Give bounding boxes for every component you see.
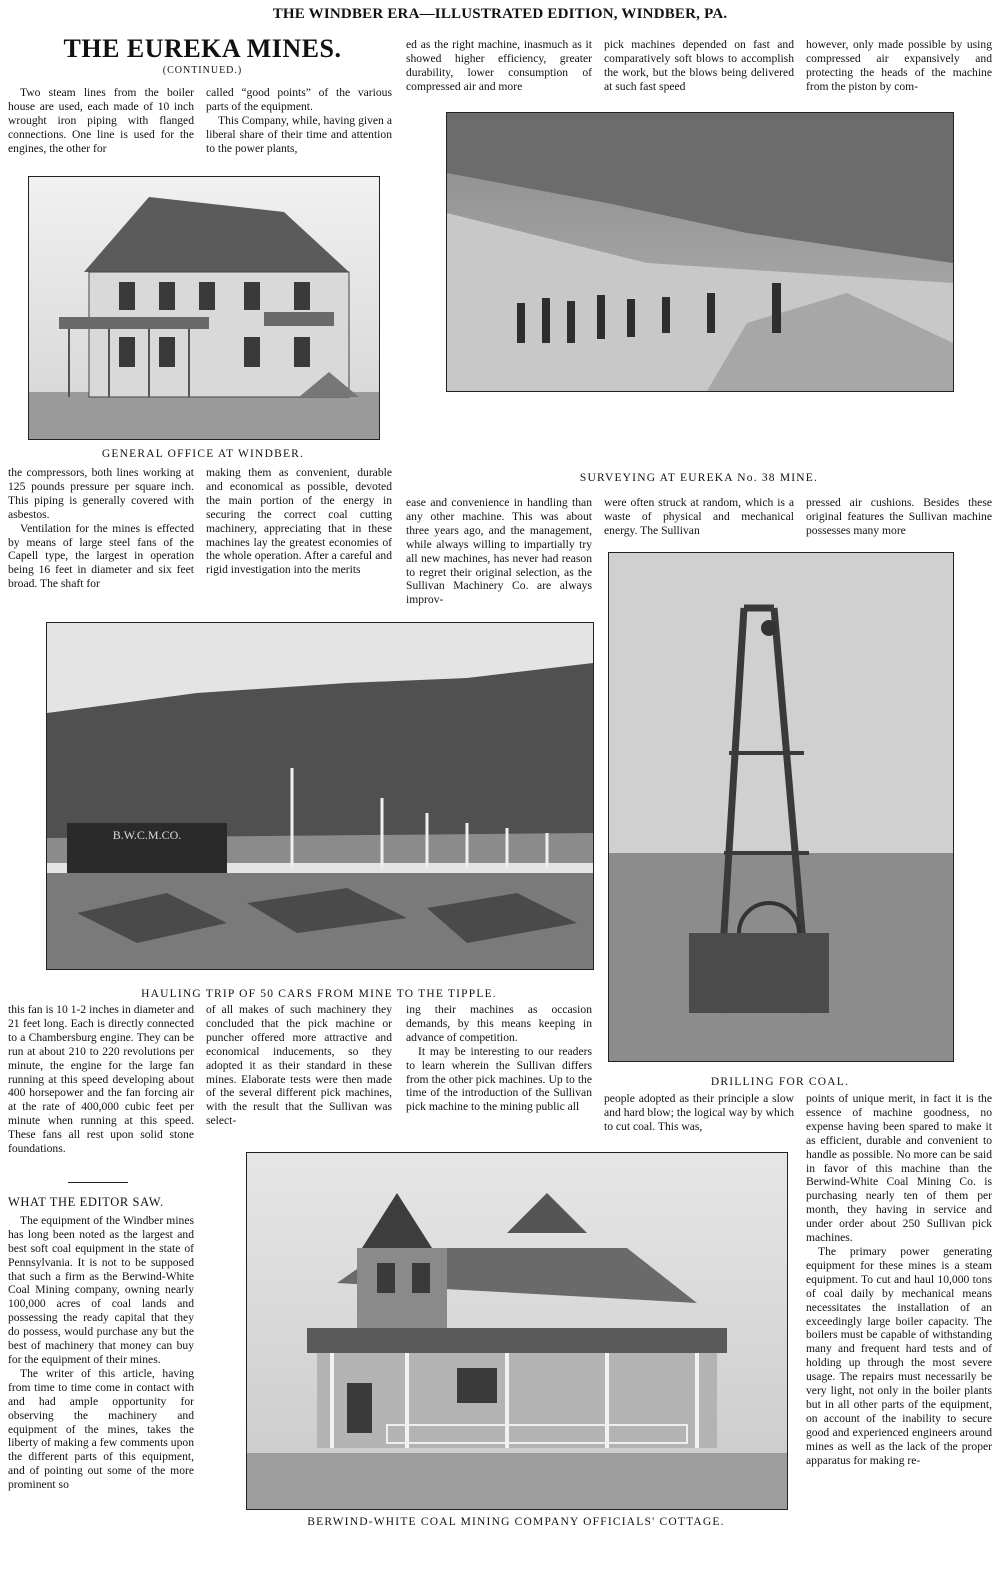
photo-surveying bbox=[446, 112, 954, 392]
column-5-mid bbox=[806, 496, 992, 540]
car-lettering: B.W.C.M.CO. bbox=[112, 828, 182, 842]
paragraph: Ventilation for the mines is effected by means of large steel fans of the Capell type, the largest in operation being 16 feet in diameter and six feet broad. The shaft for bbox=[8, 521, 194, 591]
paragraph: points of unique merit, in fact it is the essence of machine goodness, no expense having been spared to make it as efficient, durable and convenient to handle as possible. No more can be said in favor of this machine than the Berwind-White Coal Mining Co. is purchasing nearly ten of them per month, they having in service and under order about 250 Sullivan pick machines. bbox=[806, 1092, 992, 1245]
column-1-low-section bbox=[8, 1190, 194, 1562]
column-4-low bbox=[604, 1092, 794, 1136]
caption-hauling: HAULING TRIP OF 50 CARS FROM MINE TO THE TIPPLE. bbox=[141, 988, 497, 1000]
column-4-mid bbox=[604, 496, 794, 540]
section-heading: WHAT THE EDITOR SAW. bbox=[8, 1195, 164, 1209]
column-4-top bbox=[604, 38, 794, 98]
paragraph: The writer of this article, having from time to time come in contact with and had ample opportunity for observing the machinery and equipment of the mines, takes the liberty of making a few comments upon the different parts of this equipment, and of pointing out some of the more prominent so bbox=[8, 1366, 194, 1492]
cottage-image bbox=[247, 1153, 787, 1509]
column-1-top bbox=[8, 86, 194, 166]
column-1-mid bbox=[8, 466, 194, 612]
hauling-image bbox=[47, 623, 593, 969]
paragraph: ed as the right machine, inasmuch as it showed higher efficiency, greater durability, lower consumption of compressed air and more bbox=[406, 38, 592, 93]
paragraph: The primary power generating equipment for these mines is a steam equipment. To cut and haul 10,000 tons of coal daily by mechanical means necessitates the installation of an exceedingly large boiler capacity. The boilers must be capable of withstanding many and frequent hard tests and of holding up through the most severe usage. The repairs must necessarily be very light, not only in the boiler plants but in all other parts of the equipment, on account of the inability to secure good and experienced engineers around mines as well as the lack of the proper apparatus for making re- bbox=[806, 1244, 992, 1467]
paragraph: It may be interesting to our readers to learn wherein the Sullivan differs from the other pick machines. Up to the time of the introduction of the Sullivan pick machine to the mining public all bbox=[406, 1044, 592, 1114]
column-5-top bbox=[806, 38, 992, 98]
photo-general-office bbox=[28, 176, 380, 440]
paragraph: were often struck at random, which is a waste of physical and mechanical energy. The Sullivan bbox=[604, 496, 794, 537]
paragraph: of all makes of such machinery they concluded that the pick machine or puncher offered more attractive and economical inducements, so they adopted it as their standard in these mines. Elaborate tests were then made of the several different pick machines, with the result that the Sullivan was select- bbox=[206, 1003, 392, 1128]
paragraph: The equipment of the Windber mines has long been noted as the largest and best soft coal equipment in the state of Pennsylvania. It is not to be supposed that such a firm as the Berwind-White Coal Mining company, owning nearly 100,000 acres of coal lands and possessing the ready capital that they do possess, would purchase any but the best of machinery that money can buy for the equipment of their mines. bbox=[8, 1213, 194, 1366]
paragraph: making them as convenient, durable and economical as possible, devoted the main portion of the energy in securing the correct coal cutting machinery, appreciating that in these machines lay the greatest economies of the whole operation. After a careful and rigid investigation into the merits bbox=[206, 466, 392, 577]
column-3-top bbox=[406, 38, 592, 98]
article-title: THE EUREKA MINES. bbox=[63, 34, 342, 63]
paragraph: This Company, while, having given a liberal share of their time and attention to the power plants, bbox=[206, 113, 392, 155]
column-2-top bbox=[206, 86, 392, 166]
general-office-image bbox=[29, 177, 379, 439]
paragraph: this fan is 10 1-2 inches in diameter and 21 feet long. Each is directly connected to a Chambersburg engine. They can be run at about 210 to 220 revolutions per minute, the engine for the large fan running at this speed developing about 400 horsepower and the fan forcing air at the rate of 400,000 cubic feet per minute when running at this speed. These fans all rest upon solid stone foundations. bbox=[8, 1003, 194, 1156]
column-3-mid bbox=[406, 496, 592, 612]
column-2-mid bbox=[206, 466, 392, 612]
paragraph: the compressors, both lines working at 125 pounds pressure per square inch. This piping is generally covered with asbestos. bbox=[8, 466, 194, 521]
drilling-image bbox=[609, 553, 953, 1061]
caption-general-office: GENERAL OFFICE AT WINDBER. bbox=[101, 448, 305, 460]
column-3-low bbox=[406, 1003, 592, 1143]
paragraph: however, only made possible by using compressed air expansively and protecting the heads of the machine from the piston by com- bbox=[806, 38, 992, 93]
column-5-low bbox=[806, 1092, 992, 1564]
caption-surveying: SURVEYING AT EUREKA No. 38 MINE. bbox=[579, 472, 819, 484]
paragraph: pressed air cushions. Besides these original features the Sullivan machine possesses many more bbox=[806, 496, 992, 537]
paragraph: pick machines depended on fast and comparatively soft blows to accomplish the work, but the blows being delivered at such fast speed bbox=[604, 38, 794, 93]
photo-drilling bbox=[608, 552, 954, 1062]
caption-drilling: DRILLING FOR COAL. bbox=[710, 1076, 850, 1088]
caption-cottage: BERWIND-WHITE COAL MINING COMPANY OFFICIALS' COTTAGE. bbox=[307, 1516, 725, 1528]
photo-hauling bbox=[46, 622, 594, 970]
paragraph: Two steam lines from the boiler house are used, each made of 10 inch wrought iron piping with flanged connections. One line is used for the engines, the other for bbox=[8, 86, 194, 155]
page-header: THE WINDBER ERA—ILLUSTRATED EDITION, WINDBER, PA. bbox=[272, 6, 728, 22]
article-subtitle: (CONTINUED.) bbox=[162, 65, 243, 76]
paragraph: called “good points” of the various parts of the equipment. bbox=[206, 86, 392, 113]
paragraph: ease and convenience in handling than any other machine. This was about three years ago, and the management, while always willing to impartially try all new machines, has never had reason to regret their original selection, as the Sullivan Machinery Co. are always improv- bbox=[406, 496, 592, 607]
paragraph: people adopted as their principle a slow and hard blow; the logical way by which to cut coal. This was, bbox=[604, 1092, 794, 1133]
paragraph: ing their machines as occasion demands, by this means keeping in advance of competition. bbox=[406, 1003, 592, 1044]
column-2-low bbox=[206, 1003, 392, 1143]
photo-cottage bbox=[246, 1152, 788, 1510]
surveying-image bbox=[447, 113, 953, 391]
column-1-low bbox=[8, 1003, 194, 1169]
